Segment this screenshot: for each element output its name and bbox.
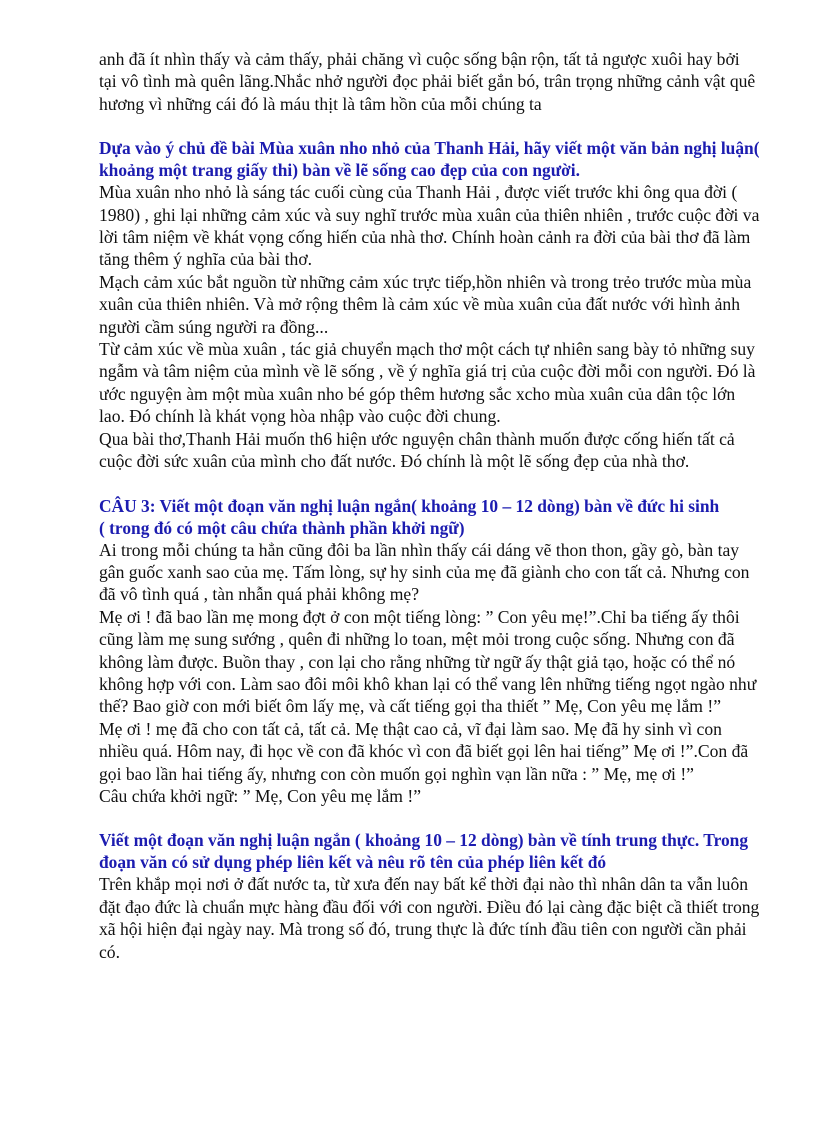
- paragraph: Từ cảm xúc về mùa xuân , tác giả chuyển mạch thơ một cách tự nhiên sang bày tỏ những suy ngẫm và tâm niệm của mình về lẽ sống , về ý nghĩa giá trị của cuộc đời mỗi con người. Đó là ước nguyện àm một mùa xuân nho bé góp thêm hương sắc xcho mùa xuân của dân tộc lớn lao. Đó chính là khát vọng hòa nhập vào cuộc đời chung.: [99, 339, 756, 427]
- document-page: [99, 48, 761, 963]
- paragraph: Qua bài thơ,Thanh Hải muốn th6 hiện ước nguyện chân thành muốn được cống hiến tất cả cuộc đời sức xuân của mình cho đất nước. Đó chính là một lẽ sống đẹp của nhà thơ.: [99, 428, 735, 472]
- heading-cau-3-note: ( trong đó có một câu chứa thành phần khởi ngữ): [99, 517, 465, 538]
- paragraph: Mùa xuân nho nhỏ là sáng tác cuối cùng của Thanh Hải , được viết trước khi ông qua đời ( 1980) , ghi lại những cảm xúc và suy nghĩ trước mùa xuân của thiên nhiên , trước cuộc đời va lời tâm niệm về khát vọng cống hiến của nhà thơ. Chính hoàn cảnh ra đời của bài thơ đã làm tăng thêm ý nghĩa của bài thơ.: [99, 182, 760, 270]
- paragraph: Mẹ ơi ! mẹ đã cho con tất cả, tất cả. Mẹ thật cao cả, vĩ đại làm sao. Mẹ đã hy sinh vì con nhiều quá. Hôm nay, đi học về con đã khóc vì con đã biết gọi lên hai tiếng” Mẹ ơi !”.Con đã gọi bao lần hai tiếng ấy, nhưng con còn muốn gọi nghìn vạn lần nữa : ” Mẹ, mẹ ơi !”: [99, 718, 749, 784]
- paragraph: Ai trong mỗi chúng ta hẳn cũng đôi ba lần nhìn thấy cái dáng vẽ thon thon, gầy gò, bàn tay gân guốc xanh sao của mẹ. Tấm lòng, sự hy sinh của mẹ đã giành cho con tất cả. Nhưng con đã vô tình quá , tàn nhẫn quá phải không mẹ?: [99, 539, 750, 605]
- heading-trung-thuc: Viết một đoạn văn nghị luận ngắn ( khoảng 10 – 12 dòng) bàn về tính trung thực. Trong đoạn văn có sử dụng phép liên kết và nêu rõ tên của phép liên kết đó: [99, 830, 749, 873]
- paragraph: Mạch cảm xúc bắt nguồn từ những cảm xúc trực tiếp,hồn nhiên và trong trẻo trước mùa mùa xuân của thiên nhiên. Và mở rộng thêm là cảm xúc về mùa xuân của đất nước với hình ảnh người cầm súng người ra đồng...: [99, 271, 752, 337]
- paragraph: Mẹ ơi ! đã bao lần mẹ mong đợt ở con một tiếng lòng: ” Con yêu mẹ!”.Chỉ ba tiếng ấy thôi cũng làm mẹ sung sướng , quên đi những lo toan, mệt mỏi trong cuộc sống. Nhưng con đã không làm được. Buồn thay , con lại cho rằng những từ ngữ ấy thật giả tạo, hoặc có thể nó không hợp với con. Làm sao đôi môi khô khan lại có thể vang lên những tiếng ngọt ngào như thế? Bao giờ con mới biết ôm lấy mẹ, và cất tiếng gọi tha thiết ” Mẹ, Con yêu mẹ lắm !”: [99, 606, 757, 717]
- heading-mua-xuan: Dựa vào ý chủ đề bài Mùa xuân nho nhỏ của Thanh Hải, hãy viết một văn bản nghị luận( khoảng một trang giấy thi) bàn về lẽ sống cao đẹp của con người.: [99, 138, 760, 181]
- paragraph-intro: anh đã ít nhìn thấy và cảm thấy, phải chăng vì cuộc sống bận rộn, tất tả ngược xuôi hay bởi tại vô tình mà quên lãng.Nhắc nhở người đọc phải biết gắn bó, trân trọng những cảnh vật quê hương vì những cái đó là máu thịt là tâm hồn của mỗi chúng ta: [99, 49, 756, 114]
- spacer: [99, 473, 761, 495]
- heading-cau-3: CÂU 3: Viết một đoạn văn nghị luận ngắn( khoảng 10 – 12 dòng) bàn về đức hi sinh: [99, 495, 720, 516]
- spacer: [99, 115, 761, 137]
- spacer: [99, 807, 761, 829]
- paragraph: Câu chứa khởi ngữ: ” Mẹ, Con yêu mẹ lắm !”: [99, 785, 422, 806]
- paragraph: Trên khắp mọi nơi ở đất nước ta, từ xưa đến nay bất kể thời đại nào thì nhân dân ta vẫn luôn đặt đạo đức là chuẩn mực hàng đầu đối với con người. Điều đó lại càng đặc biệt cầ thiết trong xã hội hiện đại ngày nay. Mà trong số đó, trung thực là đức tính đầu tiên con người cần phải có.: [99, 874, 760, 962]
